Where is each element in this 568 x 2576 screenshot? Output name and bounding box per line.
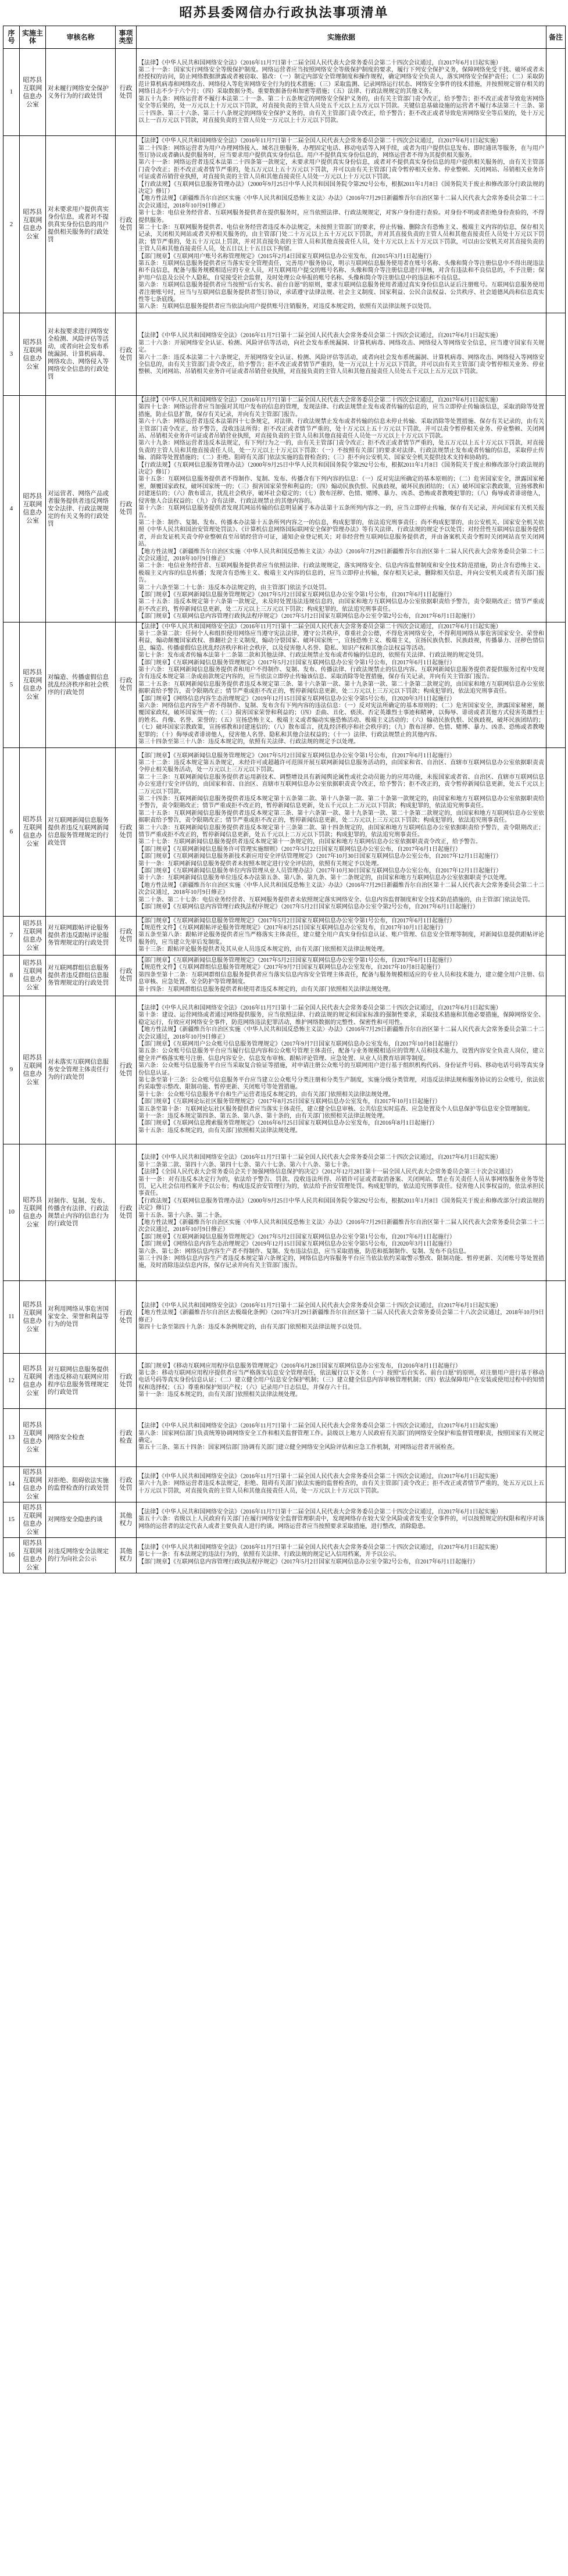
legal-basis-paragraph: 第五条至第八条：跟帖评论服务提供者应当严格落实主体责任，建立健全用户真实身份信息认证、账户管理、信息安全管理等制度，对新闻信息提供跟帖评论服务的，应当建立先审后发制度。 [138, 932, 544, 946]
legal-basis-paragraph: 第十一条：对有违反本决定行为的，依法给予警告、罚款、没收违法所得、吊销许可证或者取消备案、关闭网站、禁止有关责任人员从事网络服务业务等处罚，记入社会信用档案并予以公布；构成违反治安管理行为的，依法给予治安管理处罚。构成犯罪的，依法追究刑事责任。侵害他人民事权益的，依法承担民事责任。 [138, 1176, 544, 1197]
table-row [3, 136, 566, 313]
legal-basis-paragraph: 【法律】《中华人民共和国网络安全法》（2016年11月7日第十二届全国人民代表大会常务委员会第二十四次会议通过，自2017年6月1日起实施） [138, 1544, 502, 1551]
note-cell [546, 49, 566, 136]
legal-basis-cell [137, 1144, 546, 1280]
implementing-body-cell: 昭苏县互联网信息办公室 [20, 1144, 46, 1280]
implementing-body-cell: 昭苏县互联网信息办公室 [20, 1280, 46, 1353]
table-row [3, 955, 566, 996]
legal-basis-paragraph: 第四十七条至第四十九条：违反本条例规定的，由有关部门依照相关法律法规予以处罚。 [138, 1323, 365, 1330]
item-type-cell: 其他权力 [116, 1537, 137, 1573]
legal-basis-paragraph: 【地方性法规】《新疆维吾尔自治区实施〈中华人民共和国反恐怖主义法〉办法》（2016年7月29日新疆维吾尔自治区第十二届人民代表大会常务委员会第二十二次会议通过，2018年10月9日修正） [138, 882, 544, 896]
note-cell [546, 1502, 566, 1537]
legal-basis-paragraph: 【法律】《中华人民共和国网络安全法》（2016年11月7日第十二届全国人民代表大会常务委员会第二十四次会议通过，自2017年6月1日起实施） [138, 138, 502, 145]
item-type-cell: 行政处罚 [116, 916, 137, 955]
enforcement-table [3, 26, 566, 1573]
legal-basis-paragraph: 【部门规章】《互联网论坛社区服务管理规定》（2017年8月25日国家互联网信息办公室发布，自2017年10月1日起施行） [138, 1099, 441, 1105]
item-name-cell: 对未落实互联网信息服务安全管理主体责任行为的行政处罚 [46, 996, 116, 1144]
legal-basis-paragraph: 第二十五条：互联网新闻信息服务提供者违反本规定第三条、第十六条第一款、第十九条第一款、第二十条第二款规定的，由国家和地方互联网信息办公室依据职责给予警告，责令限期改正；情节严重或拒不改正的，暂停新闻信息更新，处二万元以上三万元以下罚款；构成犯罪的，依法追究刑事责任。 [138, 681, 544, 695]
note-cell [546, 916, 566, 955]
item-name-cell: 对互联网群组信息服务提供者违反群组信息服务管理规定的行政处罚 [46, 955, 116, 996]
legal-basis-paragraph: 第十六条：互联网信息服务提供者发现其网站传输的信息明显属于本办法第十五条所列内容之一的，应当立即停止传输，保存有关记录，并向国家有关机关报告。 [138, 505, 544, 519]
table-row [3, 1144, 566, 1280]
legal-basis-paragraph: 第七条至第十三条：公众账号信息服务平台应当建立公众账号分类注册和分类生产制度，实施分级分类管理，对违反法律法规和服务协议的公众账号，依法依约采取警示整改、限制功能、暂停更新、关闭账号等处置措施。 [138, 1076, 544, 1091]
implementing-body-cell: 昭苏县互联网信息办公室 [20, 996, 46, 1144]
header-type: 事项类型 [116, 26, 137, 49]
legal-basis-paragraph: 第八条：国家网信部门负责统筹协调网络安全工作和相关监督管理工作。县级以上地方人民政府有关部门的网络安全保护和监督管理职责，按照国家有关规定确定。 [138, 1430, 544, 1444]
legal-basis-paragraph: 第十四条：互联网群组信息服务提供者和使用者违反本规定的，由有关部门依照相关法律法规处理。 [138, 986, 394, 993]
legal-basis-paragraph: 【部门规章】《网络信息内容生态治理规定》（2019年12月15日国家互联网信息办公室令第5号公布，自2020年3月1日起施行） [138, 695, 455, 702]
legal-basis-cell [137, 1353, 546, 1408]
legal-basis-paragraph: 第七十条：发布或者传输本法第十二条第二款和其他法律、行政法规禁止发布或者传输的信息的，依照有关法律、行政法规的规定处罚。 [138, 652, 487, 659]
legal-basis-paragraph: 第十二条第二款、第四十六条、第四十七条、第六十七条、第六十八条、第七十条。 [138, 1161, 353, 1168]
note-cell [546, 1537, 566, 1573]
legal-basis-cell [137, 1408, 546, 1466]
table-row [3, 396, 566, 622]
implementing-body-cell: 昭苏县互联网信息办公室 [20, 955, 46, 996]
item-name-cell: 对利用网络从事危害国家安全、荣誉和利益等行为的处罚 [46, 1280, 116, 1353]
item-type-cell: 行政处罚 [116, 49, 137, 136]
item-type-cell: 行政处罚 [116, 996, 137, 1144]
item-name-cell: 网络安全检查 [46, 1408, 116, 1466]
legal-basis-paragraph: 第五条至第十条：互联网论坛社区服务提供者应当落实主体责任，建立健全信息审核、公共信息实时巡查、应急处置及个人信息保护等信息安全管理制度。 [138, 1105, 534, 1112]
legal-basis-paragraph: 【部门规章】《互联网新闻信息服务管理规定》（2017年5月2日国家互联网信息办公室令第1号公布，自2017年6月1日起施行） [138, 917, 455, 924]
legal-basis-paragraph: 第五条：互联网信息服务提供者应当落实安全管理责任，完善用户服务协议，明示互联网信息服务使用者在账号名称、头像和简介等注册信息中不得出现违法和不良信息，配备与服务规模相适应的专业人员，对互联网用户提交的账号名称、头像和简介等注册信息进行审核，对含有违法和不良信息的，不予注册；保护用户信息及公民个人隐私，自觉接受社会监督，及时处理公众举报的账号名称、头像和简介等注册信息中的违法和不良信息。 [138, 260, 544, 281]
legal-basis-paragraph: 第五十九条：网络运营者不履行本法第二十一条、第二十五条规定的网络安全保护义务的，由有关主管部门责令改正，给予警告；拒不改正或者导致危害网络安全等后果的，处一万元以上十万元以下罚款，对直接负责的主管人员处五千元以上五万元以下罚款。关键信息基础设施的运营者不履行本法第三十三条、第三十四条、第三十六条、第三十八条规定的网络安全保护义务的，由有关主管部门责令改正，给予警告；拒不改正或者导致危害网络安全等后果的，处十万元以上一百万元以下罚款，对直接负责的主管人员处一万元以上十万元以下罚款。 [138, 95, 544, 124]
legal-basis-cell [137, 916, 546, 955]
legal-basis-paragraph: 【行政法规】《互联网信息服务管理办法》（2000年9月25日中华人民共和国国务院令第292号公布，根据2011年1月8日《国务院关于废止和修改部分行政法规的决定》修订） [138, 461, 544, 476]
legal-basis-paragraph: 第十二条第二款：任何个人和组织使用网络应当遵守宪法法律，遵守公共秩序，尊重社会公德，不得危害网络安全，不得利用网络从事危害国家安全、荣誉和利益，煽动颠覆国家政权、推翻社会主义制度，煽动分裂国家、破坏国家统一，宣扬恐怖主义、极端主义，宣扬民族仇恨、民族歧视，传播暴力、淫秽色情信息，编造、传播虚假信息扰乱经济秩序和社会秩序，以及侵害他人名誉、隐私、知识产权和其他合法权益等活动。 [138, 631, 544, 652]
legal-basis-paragraph: 【部门规章】《互联网信息内容管理行政执法程序规定》（2017年5月2日国家互联网信息办公室令第2号公布，自2017年6月1日起施行） [138, 613, 478, 620]
legal-basis-paragraph: 【部门规章】《互联网信息内容管理行政执法程序规定》（2017年5月2日国家互联网信息办公室令第2号公布，自2017年6月1日起施行） [138, 904, 478, 911]
legal-basis-paragraph: 第二十条：制作、复制、发布、传播本办法第十五条所列内容之一的信息，构成犯罪的，依法追究刑事责任；尚不构成犯罪的，由公安机关、国家安全机关依照《中华人民共和国治安管理处罚法》、《计算机信息网络国际联网安全保护管理办法》等有关法律、行政法规的规定予以处罚；对经营性互联网信息服务提供者，并由发证机关责令停业整顿直至吊销经营许可证，通知企业登记机关；对非经营性互联网信息服务提供者，并由备案机关责令暂时关闭网站直至关闭网站。 [138, 519, 544, 548]
legal-basis-paragraph: 【部门规章】《互联网新闻信息服务新技术新应用安全评估管理规定》（2017年10月30日国家互联网信息办公室公布，自2017年12月1日起施行） [138, 853, 502, 860]
legal-basis-paragraph: 第六十九条：网络运营者违反本法规定，拒绝、阻碍有关部门依法实施的监督检查的，由有关主管部门责令改正；拒不改正或者情节严重的，处五万元以上五十万元以下罚款，对直接负责的主管人员和其他直接责任人员，处一万元以上十万元以下罚款。 [138, 1480, 544, 1494]
legal-basis-paragraph: 【法律】《中华人民共和国网络安全法》（2016年11月7日第十二届全国人民代表大会常务委员会第二十四次会议通过，自2017年6月1日起实施） [138, 1508, 502, 1515]
row-number-cell: 5 [3, 622, 20, 747]
implementing-body-cell: 昭苏县互联网信息办公室 [20, 1502, 46, 1537]
note-cell [546, 313, 566, 396]
table-row [3, 49, 566, 136]
legal-basis-paragraph: 【法律】《中华人民共和国网络安全法》（2016年11月7日第十二届全国人民代表大会常务委员会第二十四次会议通过，自2017年6月1日起实施） [138, 59, 502, 66]
legal-basis-paragraph: 第五十六条：省级以上人民政府有关部门在履行网络安全监督管理职责中，发现网络存在较大安全风险或者发生安全事件的，可以按照规定的权限和程序对该网络的运营者的法定代表人或者主要负责人进行约谈。网络运营者应当按照要求采取措施，进行整改，消除隐患。 [138, 1516, 544, 1530]
legal-basis-paragraph: 【规范性文件】《互联网群组信息服务管理规定》（2017年9月7日国家互联网信息办公室发布，自2017年10月8日起施行） [138, 964, 444, 971]
note-cell [546, 136, 566, 313]
legal-basis-paragraph: 第七条：移动互联网应用程序提供者应当严格落实信息安全管理责任，依法履行以下义务：（一）按照“后台实名、前台自愿”的原则，对注册用户进行基于移动电话号码等真实身份信息认证；（二）建立健全用户信息安全保护机制；（三）建立健全信息内容审核管理机制；（四）依法保障用户在安装或使用过程中的知情权和选择权；（五）尊重和保护知识产权；（六）记录用户日志信息，并保存六十日。 [138, 1369, 544, 1391]
row-number-cell: 1 [3, 49, 20, 136]
implementing-body-cell: 昭苏县互联网信息办公室 [20, 1537, 46, 1573]
legal-basis-paragraph: 【法律】《中华人民共和国网络安全法》（2016年11月7日第十二届全国人民代表大会常务委员会第二十四次会议通过，自2017年6月1日起实施） [138, 623, 502, 630]
legal-basis-paragraph: 第十五条：互联网信息服务提供者不得制作、复制、发布、传播含有下列内容的信息：（一）反对宪法所确定的基本原则的；（二）危害国家安全，泄露国家秘密，颠覆国家政权，破坏国家统一的；（三）损害国家荣誉和利益的；（四）煽动民族仇恨、民族歧视，破坏民族团结的；（五）破坏国家宗教政策，宣扬邪教和封建迷信的；（六）散布谣言，扰乱社会秩序，破坏社会稳定的；（七）散布淫秽、色情、赌博、暴力、凶杀、恐怖或者教唆犯罪的；（八）侮辱或者诽谤他人，侵害他人合法权益的；（九）含有法律、行政法规禁止的其他内容的。 [138, 476, 544, 505]
note-cell [546, 955, 566, 996]
row-number-cell: 15 [3, 1502, 20, 1537]
header-org: 实施主体 [20, 26, 46, 49]
legal-basis-paragraph: 【部门规章】《互联网新闻信息服务管理规定》（2017年5月2日国家互联网信息办公室令第1号公布，自2017年6月1日起施行） [138, 659, 455, 666]
legal-basis-paragraph: 第三十四条至第三十八条：违反本规定的，依照有关法律、行政法规的规定予以处理。 [138, 739, 359, 746]
item-type-cell: 行政处罚 [116, 622, 137, 747]
legal-basis-paragraph: 第十三条：跟帖评论服务提供者及其从业人员违反本规定的，由有关部门依照相关法律法规处理。 [138, 946, 388, 953]
legal-basis-cell [137, 1502, 546, 1537]
legal-basis-paragraph: 【部门规章】《互联网新闻信息服务管理规定》（2017年5月2日国家互联网信息办公室令第1号公布，自2017年6月1日起施行） [138, 591, 455, 598]
implementing-body-cell: 昭苏县互联网信息办公室 [20, 313, 46, 396]
table-row [3, 747, 566, 916]
note-cell [546, 1466, 566, 1502]
document-title: 昭苏县委网信办行政执法事项清单 [179, 5, 389, 20]
implementing-body-cell: 昭苏县互联网信息办公室 [20, 1353, 46, 1408]
legal-basis-paragraph: 第七十一条：有本法规定的违法行为的，依照有关法律、行政法规的规定记入信用档案，并予以公示。 [138, 1551, 400, 1558]
item-type-cell: 行政处罚 [116, 136, 137, 313]
legal-basis-paragraph: 第六条：网络信息内容生产者不得制作、复制、发布含有下列内容的违法信息：（一）反对宪法所确定的基本原则的；（二）危害国家安全，泄露国家秘密，颠覆国家政权，破坏国家统一的；（三）损害国家荣誉和利益的；（四）歪曲、丑化、亵渎、否定英雄烈士事迹和精神，以侮辱、诽谤或者其他方式侵害英雄烈士的姓名、肖像、名誉、荣誉的；（五）宣扬恐怖主义、极端主义或者煽动实施恐怖活动、极端主义活动的；（六）煽动民族仇恨、民族歧视，破坏民族团结的；（七）破坏国家宗教政策，宣扬邪教和封建迷信的；（八）散布谣言，扰乱经济秩序和社会秩序的；（九）散布淫秽、色情、赌博、暴力、凶杀、恐怖或者教唆犯罪的；（十）侮辱或者诽谤他人，侵害他人名誉、隐私和其他合法权益的；（十一）法律、行政法规禁止的其他内容。 [138, 703, 544, 738]
row-number-cell: 14 [3, 1466, 20, 1502]
row-number-cell: 6 [3, 747, 20, 916]
note-cell [546, 996, 566, 1144]
header-note: 备注 [546, 26, 566, 49]
row-number-cell: 13 [3, 1408, 20, 1466]
legal-basis-paragraph: 第六条：公众账号信息服务平台应当采取复合验证等措施，对申请注册公众账号的互联网用户进行基于组织机构代码、身份证件号码、移动电话号码等真实身份信息认证。 [138, 1062, 544, 1076]
legal-basis-paragraph: 第六十九条：网络运营者违反本法规定，有下列行为之一的，由有关主管部门责令改正；拒不改正或者情节严重的，处五万元以上五十万元以下罚款，对直接负责的主管人员和其他直接责任人员，处一万元以上十万元以下罚款：（一）不按照有关部门的要求对法律、行政法规禁止发布或者传输的信息，采取停止传输、消除等处置措施的；（二）拒绝、阻碍有关部门依法实施的监督检查的；（三）拒不向公安机关、国家安全机关提供技术支持和协助的。 [138, 440, 544, 461]
item-type-cell: 行政处罚 [116, 1144, 137, 1280]
item-name-cell: 对网络安全隐患约谈 [46, 1502, 116, 1537]
legal-basis-paragraph: 第二十六条至第二十七条：违反本办法规定的，由主管部门依法予以处罚。 [138, 584, 330, 591]
legal-basis-cell [137, 996, 546, 1144]
legal-basis-paragraph: 【地方性法规】《新疆维吾尔自治区实施〈中华人民共和国反恐怖主义法〉办法》（2016年7月29日新疆维吾尔自治区第十二届人民代表大会常务委员会第二十二次会议通过，2018年10月9日修正） [138, 1219, 544, 1233]
item-name-cell: 对违反网络安全法规定的行为向社会公示 [46, 1537, 116, 1573]
legal-basis-paragraph: 【法律】《中华人民共和国网络安全法》（2016年11月7日第十二届全国人民代表大会常务委员会第二十四次会议通过，自2017年6月1日起实施） [138, 1302, 502, 1309]
note-cell [546, 622, 566, 747]
legal-basis-cell [137, 1280, 546, 1353]
table-row [3, 1537, 566, 1573]
legal-basis-cell [137, 747, 546, 916]
table-row [3, 1408, 566, 1466]
legal-basis-paragraph: 第五十三条、第五十四条：国家网信部门协调有关部门建立健全网络安全风险评估和应急工作机制，对网络运营者开展检查。 [138, 1444, 458, 1451]
row-number-cell: 11 [3, 1280, 20, 1353]
legal-basis-paragraph: 第十一条：违反本规定的，由有关部门依照相关法律法规处理。 [138, 1391, 301, 1398]
header-basis: 实施依据 [137, 26, 546, 49]
row-number-cell: 2 [3, 136, 20, 313]
legal-basis-paragraph: 【行政法规】《互联网信息服务管理办法》（2000年9月25日中华人民共和国国务院令第292号公布，根据2011年1月8日《国务院关于废止和修改部分行政法规的决定》修订） [138, 1197, 544, 1212]
implementing-body-cell: 昭苏县互联网信息办公室 [20, 136, 46, 313]
legal-basis-paragraph: 第二十条：电信业务经营者、互联网服务提供者应当依照法律、行政法规规定，落实网络安全、信息内容监督制度和安全技术防范措施，防止含有恐怖主义、极端主义内容的信息传播；发现含有恐怖主义、极端主义内容的信息的，应当立即停止传输，保存相关记录，删除相关信息，并向公安机关或者有关部门报告。 [138, 563, 544, 584]
item-name-cell: 对运营者、网络产品或者服务提供者违反网络安全法律、行政法规规定的有关义务的行政处罚 [46, 396, 116, 622]
item-name-cell: 对未要求用户提供真实身份信息，或者对不提供真实身份信息的用户提供相关服务的行政处罚 [46, 136, 116, 313]
implementing-body-cell: 昭苏县互联网信息办公室 [20, 49, 46, 136]
legal-basis-paragraph: 第六十一条：网络运营者违反本法第二十四条第一款规定，未要求用户提供真实身份信息，或者对不提供真实身份信息的用户提供相关服务的，由有关主管部门责令改正；拒不改正或者情节严重的，处五万元以上五十万元以下罚款，并可以由有关主管部门责令暂停相关业务、停业整顿、关闭网站、吊销相关业务许可证或者吊销营业执照，对直接负责的主管人员和其他直接责任人员处一万元以上十万元以下罚款。 [138, 159, 544, 181]
item-name-cell: 对拒绝、阻碍依法实施的监督检查的行政处罚 [46, 1466, 116, 1502]
legal-basis-cell [137, 1537, 546, 1573]
row-number-cell: 12 [3, 1353, 20, 1408]
legal-basis-paragraph: 【部门规章】《互联网新闻信息服务单位内容管理从业人员管理办法》（2017年10月30日国家互联网信息办公室公布，自2017年12月1日起施行） [138, 868, 502, 875]
legal-basis-paragraph: 第四条至第十二条：互联网群组信息服务提供者应当落实信息内容安全管理主体责任，配备与服务规模相适应的专业人员和技术能力，建立健全用户注册、信息审核、应急处置、安全防护等管理制度。 [138, 971, 544, 986]
legal-basis-paragraph: 第二十四条：网络运营者为用户办理网络接入、域名注册服务，办理固定电话、移动电话等入网手续，或者为用户提供信息发布、即时通讯等服务，在与用户签订协议或者确认提供服务时，应当要求用户提供真实身份信息。用户不提供真实身份信息的，网络运营者不得为其提供相关服务。 [138, 145, 544, 159]
legal-basis-paragraph: 第二十一条：国家实行网络安全等级保护制度。网络运营者应当按照网络安全等级保护制度的要求，履行下列安全保护义务，保障网络免受干扰、破坏或者未经授权的访问，防止网络数据泄露或者被窃取、篡改：（一）制定内部安全管理制度和操作规程，确定网络安全负责人，落实网络安全保护责任；（二）采取防范计算机病毒和网络攻击、网络侵入等危害网络安全行为的技术措施；（三）采取监测、记录网络运行状态、网络安全事件的技术措施，并按照规定留存相关的网络日志不少于六个月；（四）采取数据分类、重要数据备份和加密等措施；（五）法律、行政法规规定的其他义务。 [138, 67, 544, 95]
table-row [3, 1280, 566, 1353]
item-name-cell: 对未按要求进行网络安全检测、风险评估等活动，或者向社会发布系统漏洞、计算机病毒、网络攻击、网络侵入等网络安全信息的行政处罚 [46, 313, 116, 396]
legal-basis-paragraph: 【部门规章】《网络信息内容生态治理规定》（2019年12月15日国家互联网信息办公室令第5号公布，自2020年3月1日起施行） [138, 1241, 455, 1248]
implementing-body-cell: 昭苏县互联网信息办公室 [20, 396, 46, 622]
legal-basis-paragraph: 【部门规章】《互联网信息内容管理行政执法程序规定》（2017年5月2日国家互联网信息办公室令第2号公布，自2017年6月1日起施行） [138, 1558, 478, 1565]
legal-basis-paragraph: 第十一条：互联网新闻信息服务提供者未按照本规定进行安全评估的，依照有关规定予以处理。 [138, 860, 383, 867]
note-cell [546, 1408, 566, 1466]
legal-basis-paragraph: 第六条、第七条：网络信息内容生产者不得制作、复制、发布违法信息，应当采取措施，防范和抵制制作、复制、发布不良信息。 [138, 1248, 470, 1255]
row-number-cell: 16 [3, 1537, 20, 1573]
item-type-cell: 行政处罚 [116, 313, 137, 396]
legal-basis-paragraph: 【部门规章】《互联网用户公众账号信息服务管理规定》（2017年9月7日国家互联网信息办公室发布，自2017年10月8日起施行） [138, 1040, 461, 1047]
legal-basis-paragraph: 第十六条：互联网新闻信息服务提供者和用户不得制作、复制、发布、传播法律、行政法规禁止的信息内容。互联网新闻信息服务提供者提供服务过程中发现含有违反本规定第三条或前款规定内容的，应当依法立即停止传输该信息、采取消除等处置措施，保存有关记录，并向有关主管部门报告。 [138, 667, 544, 681]
header-no: 序号 [3, 26, 20, 49]
item-name-cell: 对互联网跟帖评论服务提供者违反跟帖评论服务管理规定的行政处罚 [46, 916, 116, 955]
table-row [3, 1466, 566, 1502]
row-number-cell: 8 [3, 955, 20, 996]
table-header-row [3, 26, 566, 49]
legal-basis-paragraph: 第二十六条：互联网新闻信息服务提供者违反本规定第十三条第二款、第十四条规定的，由国家和地方互联网信息办公室依据职责给予警告，责令限期改正；情节严重或拒不改正的，暂停新闻信息更新，处五千元以上二万元以下罚款；构成犯罪的，依法追究刑事责任。 [138, 824, 544, 838]
legal-basis-paragraph: 【部门规章】《互联网新闻信息服务管理规定》（2017年5月2日国家互联网信息办公室令第1号公布，自2017年6月1日起施行） [138, 1233, 455, 1240]
note-cell [546, 1144, 566, 1280]
legal-basis-cell [137, 313, 546, 396]
legal-basis-paragraph: 【法律】《中华人民共和国网络安全法》（2016年11月7日第十二届全国人民代表大会常务委员会第二十四次会议通过，自2017年6月1日起实施） [138, 1154, 502, 1161]
legal-basis-paragraph: 第六条：互联网信息服务提供者应当按照“后台实名、前台自愿”的原则，要求互联网信息服务使用者通过真实身份信息认证后注册账号。互联网信息服务使用者注册账号时，应当与互联网信息服务提供者签订协议，承诺遵守法律法规、社会主义制度、国家利益、公民合法权益、公共秩序、社会道德风尚和信息真实性等七条底线。 [138, 282, 544, 303]
table-row [3, 916, 566, 955]
legal-basis-paragraph: 第十六条：互联网新闻信息服务单位违反本办法第五条、第八条、第九条、第十二条规定的，由国家和地方互联网信息办公室依据职责予以处理。 [138, 875, 510, 882]
implementing-body-cell: 昭苏县互联网信息办公室 [20, 747, 46, 916]
legal-basis-paragraph: 第十五条、第十六条、第二十条。 [138, 1212, 226, 1219]
legal-basis-paragraph: 第十七条：电信业务经营者、互联网服务提供者在提供服务时，应当依照法律、行政法规规定，对客户身份进行查验。对身份不明或者拒绝身份查验的，不得提供服务。 [138, 210, 544, 224]
implementing-body-cell: 昭苏县互联网信息办公室 [20, 1466, 46, 1502]
legal-basis-paragraph: 第六十二条：违反本法第二十六条规定，开展网络安全认证、检测、风险评估等活动，或者向社会发布系统漏洞、计算机病毒、网络攻击、网络侵入等网络安全信息的，由有关主管部门责令改正，给予警告；拒不改正或者情节严重的，处一万元以上十万元以下罚款，并可以由有关主管部门责令暂停相关业务、停业整顿、关闭网站、吊销相关业务许可证或者吊销营业执照，对直接负责的主管人员和其他直接责任人员处五千元以上五万元以下罚款。 [138, 354, 544, 375]
table-row [3, 313, 566, 396]
legal-basis-paragraph: 第十条：建设、运营网络或者通过网络提供服务，应当依照法律、行政法规的规定和国家标准的强制性要求，采取技术措施和其他必要措施，保障网络安全、稳定运行，有效应对网络安全事件，防范网络违法犯罪活动，维护网络数据的完整性、保密性和可用性。 [138, 1012, 544, 1026]
item-type-cell: 其他权力 [116, 1502, 137, 1537]
item-name-cell: 对制作、复制、发布、传播含有法律、行政法规禁止内容的信息行为的行政处罚 [46, 1144, 116, 1280]
item-type-cell: 行政检查 [116, 1408, 137, 1466]
note-cell [546, 396, 566, 622]
legal-basis-paragraph: 【法律】《中华人民共和国网络安全法》（2016年11月7日第十二届全国人民代表大会常务委员会第二十四次会议通过，自2017年6月1日起实施） [138, 1423, 502, 1430]
legal-basis-cell [137, 396, 546, 622]
item-name-cell: 对编造、传播虚假信息扰乱经济秩序和社会秩序的行政处罚 [46, 622, 116, 747]
legal-basis-paragraph: 第二十五条：违反本规定第十六条第一款规定，未及时处置违法违规信息的，由国家和地方互联网信息办公室依据职责给予警告，责令限期改正；情节严重或拒不改正的，暂停新闻信息更新，处二万元以上三万元以下罚款；构成犯罪的，依法追究刑事责任。 [138, 599, 544, 613]
legal-basis-paragraph: 第二十二条：违反本规定第五条规定，未经许可或超越许可范围开展互联网新闻信息服务活动的，由国家和省、自治区、直辖市互联网信息办公室依据职责责令停止相关服务活动，处一万元以上三万元以下罚款。 [138, 759, 544, 774]
legal-basis-paragraph: 第二十四条：互联网新闻信息服务提供者违反本规定第十五条第二款、第十八条第一款、第二十条第一款规定的，由国家和地方互联网信息办公室依据职责给予警告，责令限期改正；情节严重或拒不改正的，暂停新闻信息更新，处五千元以上二万元以下罚款；构成犯罪的，依法追究刑事责任。 [138, 795, 544, 810]
row-number-cell: 10 [3, 1144, 20, 1280]
legal-basis-paragraph: 【部门规章】《互联网新闻信息服务管理规定》（2017年5月2日国家互联网信息办公室令第1号公布，自2017年6月1日起施行） [138, 957, 455, 964]
item-type-cell: 行政处罚 [116, 1466, 137, 1502]
legal-basis-paragraph: 【法律】《中华人民共和国网络安全法》（2016年11月7日第十二届全国人民代表大会常务委员会第二十四次会议通过，自2017年6月1日起实施） [138, 1473, 502, 1480]
note-cell [546, 747, 566, 916]
item-name-cell: 对互联网新闻信息服务提供者违反互联网新闻信息服务管理规定的行政处罚 [46, 747, 116, 916]
item-type-cell: 行政处罚 [116, 1353, 137, 1408]
table-row [3, 1353, 566, 1408]
legal-basis-paragraph: 【部门规章】《互联网信息搜索服务管理规定》（2016年6月25日国家互联网信息办公室发布，自2016年8月1日起施行） [138, 1120, 438, 1127]
legal-basis-paragraph: 【地方性法规】《新疆维吾尔自治区实施〈中华人民共和国反恐怖主义法〉办法》（2016年7月29日新疆维吾尔自治区第十二届人民代表大会常务委员会第二十二次会议通过，2018年10月9日修正） [138, 548, 544, 562]
legal-basis-cell [137, 622, 546, 747]
legal-basis-cell [137, 1466, 546, 1502]
legal-basis-paragraph: 第二十条、第二十七条：电信业务经营者、互联网服务提供者未依照规定落实网络安全、信息内容监督制度和安全技术防范措施的，由主管部门依法处罚。 [138, 896, 534, 903]
header-item: 审核名称 [46, 26, 116, 49]
item-type-cell: 行政处罚 [116, 955, 137, 996]
item-name-cell: 对互联网信息服务提供者违反移动互联网应用程序信息服务管理规定的行政处罚 [46, 1353, 116, 1408]
legal-basis-cell [137, 136, 546, 313]
row-number-cell: 9 [3, 996, 20, 1144]
implementing-body-cell: 昭苏县互联网信息办公室 [20, 622, 46, 747]
legal-basis-paragraph: 第十一条：违反本规定第四条、第五条、第八条、第十条的，由有关部门依照相关法律法规处理。 [138, 1112, 388, 1119]
legal-basis-paragraph: 第二十五条：互联网新闻信息服务提供者违反本规定第三条、第十六条第一款、第十九条第一款、第二十条第二款规定的，由国家和地方互联网信息办公室依据职责给予警告，责令限期改正；情节严重或拒不改正的，暂停新闻信息更新，处二万元以上三万元以下罚款；构成犯罪的，依法追究刑事责任。 [138, 810, 544, 824]
table-body [3, 49, 566, 1573]
item-type-cell: 行政处罚 [116, 396, 137, 622]
legal-basis-paragraph: 【法律】《中华人民共和国网络安全法》（2016年11月7日第十二届全国人民代表大会常务委员会第二十四次会议通过，自2017年6月1日起实施） [138, 332, 502, 339]
note-cell [546, 1280, 566, 1353]
legal-basis-paragraph: 【部门规章】《互联网新闻信息服务许可管理实施细则》（2017年5月22日国家互联网信息办公室公布，自2017年6月1日起施行） [138, 846, 461, 853]
legal-basis-paragraph: 第四十七条：网络运营者应当加强对其用户发布的信息的管理，发现法律、行政法规禁止发布或者传输的信息的，应当立即停止传输该信息，采取消除等处置措施，防止信息扩散，保存有关记录，并向有关主管部门报告。 [138, 404, 544, 418]
note-cell [546, 1353, 566, 1408]
row-number-cell: 3 [3, 313, 20, 396]
table-row [3, 622, 566, 747]
legal-basis-paragraph: 【法律】《全国人民代表大会常务委员会关于加强网络信息保护的决定》（2012年12月28日第十一届全国人民代表大会常务委员会第三十次会议通过） [138, 1169, 516, 1176]
legal-basis-paragraph: 第五条：公众账号信息服务平台应当履行信息内容和公众账号管理主体责任，配备与业务规模相适应的管理人员和技术能力，设置内容安全负责人岗位，建立健全并严格落实账号注册、信息内容安全、信息发布审核、跟帖评论管理、应急处置、从业人员教育培训等制度。 [138, 1048, 544, 1062]
implementing-body-cell: 昭苏县互联网信息办公室 [20, 1408, 46, 1466]
legal-basis-paragraph: 第六十八条：网络运营者违反本法第四十七条规定，对法律、行政法规禁止发布或者传输的信息未停止传输、采取消除等处置措施、保存有关记录的，由有关主管部门责令改正，给予警告，没收违法所得；拒不改正或者情节严重的，处十万元以上五十万元以下罚款，并可以责令暂停相关业务、停业整顿、关闭网站、吊销相关业务许可证或者吊销营业执照，对直接负责的主管人员和其他直接责任人员处一万元以上十万元以下罚款。 [138, 418, 544, 440]
legal-basis-paragraph: 【地方性法规】《新疆维吾尔自治区实施〈中华人民共和国反恐怖主义法〉办法》（2016年7月29日新疆维吾尔自治区第十二届人民代表大会常务委员会第二十二次会议通过，2018年10月9日修正） [138, 195, 544, 209]
legal-basis-paragraph: 【部门规章】《互联网用户账号名称管理规定》（2015年2月4日国家互联网信息办公室发布，自2015年3月1日起施行） [138, 253, 435, 260]
legal-basis-paragraph: 第二十三条：互联网新闻信息服务提供者运用新技术、调整增设具有新闻舆论属性或社会动员能力的应用功能，未报国家或者省、自治区、直辖市互联网信息办公室进行安全评估的，由国家和省、自治区、直辖市互联网信息办公室依据职责责令改正，给予警告；拒不改正的，责令暂停新闻信息更新，处五千元以上二万元以下罚款。 [138, 774, 544, 795]
table-row [3, 996, 566, 1144]
legal-basis-cell [137, 49, 546, 136]
table-row [3, 1502, 566, 1537]
legal-basis-paragraph: 【规范性文件】《互联网跟帖评论服务管理规定》（2017年8月25日国家互联网信息办公室发布，自2017年10月1日起施行） [138, 924, 446, 931]
item-name-cell: 对未履行网络安全保护义务行为的行政处罚 [46, 49, 116, 136]
item-type-cell: 行政处罚 [116, 1280, 137, 1353]
legal-basis-paragraph: 第十七条：公众账号信息服务平台和生产运营者违反本规定的，由有关部门依照相关法律法规处理。 [138, 1091, 394, 1098]
legal-basis-paragraph: 【法律】《中华人民共和国网络安全法》（2016年11月7日第十二届全国人民代表大会常务委员会第二十四次会议通过，自2017年6月1日起实施） [138, 1004, 502, 1011]
implementing-body-cell: 昭苏县互联网信息办公室 [20, 916, 46, 955]
legal-basis-paragraph: 【地方性法规】《新疆维吾尔自治区实施〈中华人民共和国反恐怖主义法〉办法》（2016年7月29日新疆维吾尔自治区第十二届人民代表大会常务委员会第二十二次会议通过，2018年10月9日修正） [138, 1026, 544, 1040]
legal-basis-paragraph: 第十五条：违反本规定的，由有关部门依照相关法律法规处理。 [138, 1127, 301, 1134]
legal-basis-paragraph: 第二十六条：开展网络安全认证、检测、风险评估等活动，向社会发布系统漏洞、计算机病毒、网络攻击、网络侵入等网络安全信息，应当遵守国家有关规定。 [138, 339, 544, 354]
legal-basis-paragraph: 第二十七条：互联网新闻信息服务提供者违反本规定第十一条规定的，由国家和地方互联网信息办公室依据职责责令改正，给予警告。 [138, 839, 481, 846]
legal-basis-paragraph: 【行政法规】《互联网信息服务管理办法》（2000年9月25日中华人民共和国国务院令第292号公布，根据2011年1月8日《国务院关于废止和修改部分行政法规的决定》修订） [138, 181, 544, 195]
legal-basis-paragraph: 第二十七条：互联网服务提供者、电信业务经营者违反本办法规定，未按照主管部门的要求，停止传输、删除含有恐怖主义、极端主义内容的信息，保存相关记录，关闭相关网站或者关停相关服务的，由主管部门处二十万元以上五十万元以下罚款，并对其直接负责的主管人员和其他直接责任人员处十万元以下罚款；情节严重的，处五十万元以上罚款，并对其直接负责的主管人员和其他直接责任人员，处十万元以上五十万元以下罚款，可以由公安机关对其直接负责的主管人员和其他直接责任人员，处五日以上十五日以下拘留。 [138, 224, 544, 253]
legal-basis-paragraph: 【部门规章】《互联网新闻信息服务管理规定》（2017年5月2日国家互联网信息办公室令第1号公布，自2017年6月1日起施行） [138, 752, 455, 759]
legal-basis-paragraph: 第八条：互联网信息服务提供者应当依法向用户提供账号注销服务，对违反本规定的，依照有关法律法规予以处罚。 [138, 303, 435, 310]
row-number-cell: 7 [3, 916, 20, 955]
legal-basis-paragraph: 第三十四条：网络信息内容生产者违反本规定第六条规定的，网络信息内容服务平台应当依法依约采取警示整改、限制功能、暂停更新、关闭账号等处置措施，及时消除违法信息内容，保存记录并向有关主管部门报告。 [138, 1255, 544, 1269]
legal-basis-paragraph: 【部门规章】《移动互联网应用程序信息服务管理规定》（2016年6月28日国家互联网信息办公室发布，自2016年8月1日起施行） [138, 1362, 461, 1369]
item-type-cell: 行政处罚 [116, 747, 137, 916]
row-number-cell: 4 [3, 396, 20, 622]
legal-basis-cell [137, 955, 546, 996]
legal-basis-paragraph: 【地方性法规】《新疆维吾尔自治区去极端化条例》（2017年3月29日新疆维吾尔自治区第十二届人民代表大会常务委员会第二十八次会议通过，2018年10月9日修正） [138, 1310, 544, 1323]
legal-basis-paragraph: 【法律】《中华人民共和国网络安全法》（2016年11月7日第十二届全国人民代表大会常务委员会第二十四次会议通过，自2017年6月1日起实施） [138, 397, 502, 403]
